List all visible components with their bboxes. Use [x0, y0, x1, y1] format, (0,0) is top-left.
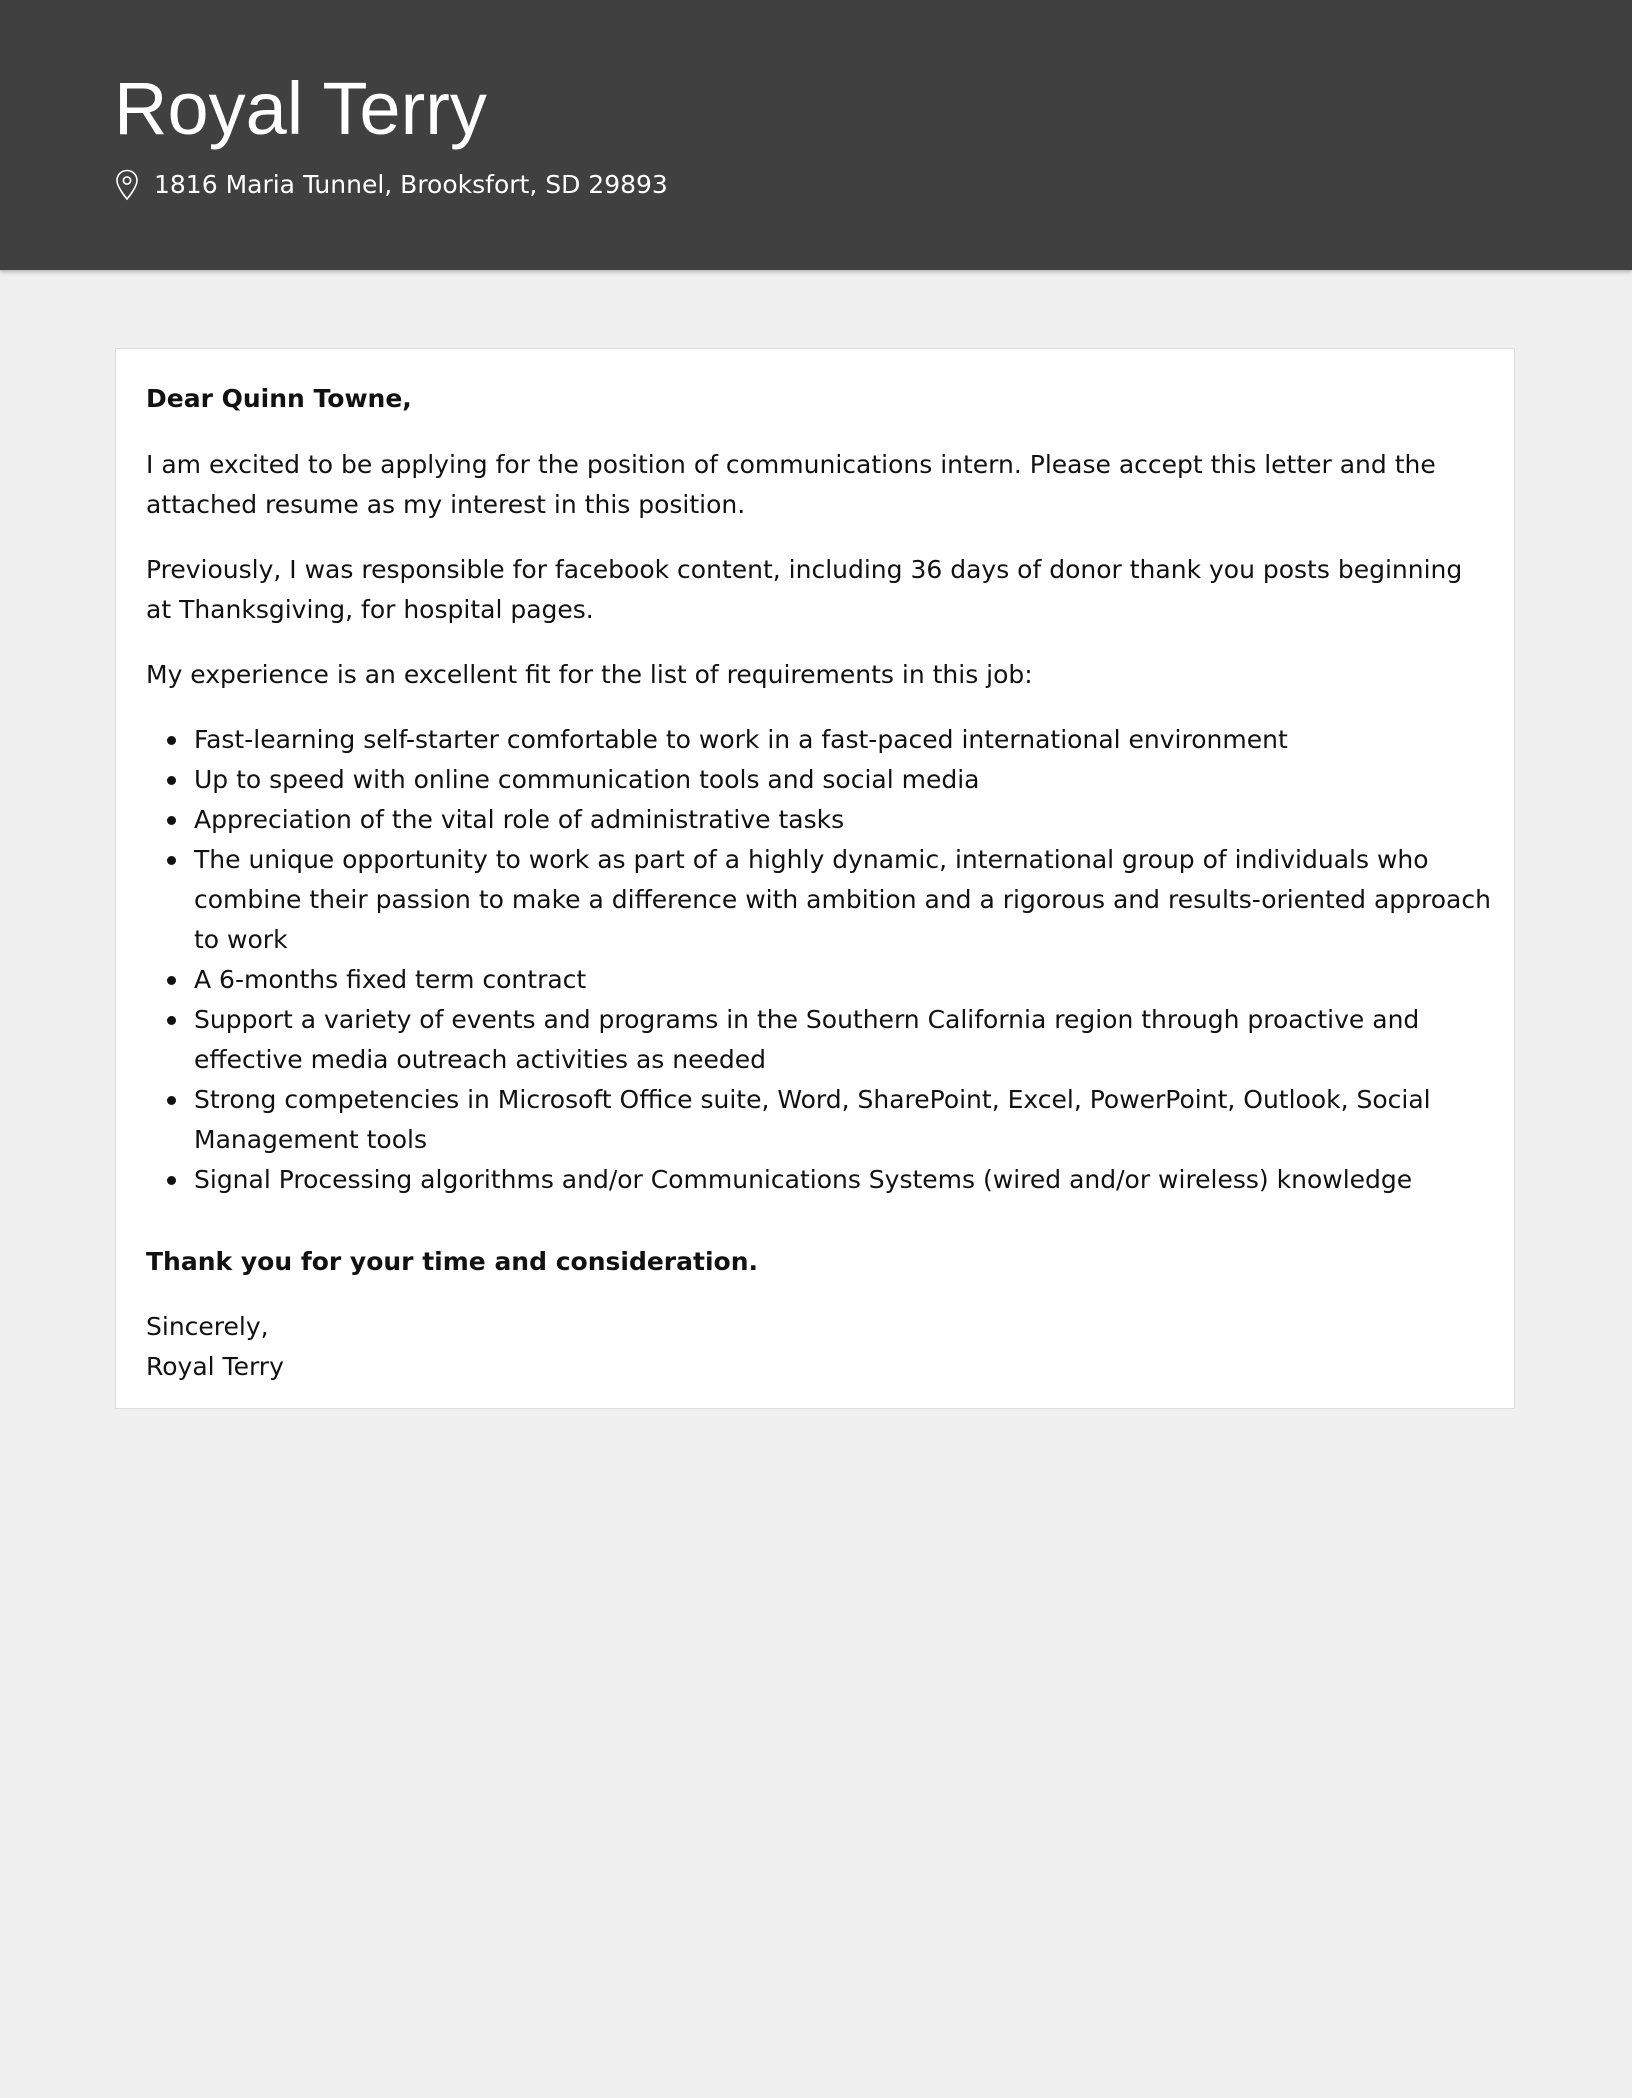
salutation: Dear Quinn Towne,	[146, 384, 412, 413]
map-pin-icon	[114, 169, 140, 201]
address-line	[114, 164, 668, 206]
applicant-name: Royal Terry	[114, 67, 487, 150]
sign-off: Sincerely,	[146, 1312, 269, 1341]
requirements-intro: My experience is an excellent fit for the list of requirements in this job:	[146, 660, 1033, 689]
letter-body	[146, 379, 1491, 1387]
closing-line: Thank you for your time and consideration.	[146, 1247, 758, 1276]
address-text: 1816 Maria Tunnel, Brooksfort, SD 29893	[154, 170, 668, 199]
list-item: Up to speed with online communication tools and social media	[194, 760, 1491, 800]
header-banner	[0, 0, 1632, 270]
sign-off-block	[146, 1307, 1491, 1387]
signature-name: Royal Terry	[146, 1352, 284, 1381]
list-item: The unique opportunity to work as part of a highly dynamic, international group of individuals who combine their passion to make a difference with ambition and a rigorous and results-oriented approach to work	[194, 840, 1491, 960]
list-item: Support a variety of events and programs in the Southern California region through proactive and effective media outreach activities as needed	[194, 1000, 1491, 1080]
list-item: Strong competencies in Microsoft Office suite, Word, SharePoint, Excel, PowerPoint, Outlook, Social Management tools	[194, 1080, 1491, 1160]
requirements-list	[146, 720, 1491, 1200]
list-item: Appreciation of the vital role of administrative tasks	[194, 800, 1491, 840]
cover-letter-card	[115, 348, 1515, 1409]
list-item: A 6-months fixed term contract	[194, 960, 1491, 1000]
intro-paragraph: I am excited to be applying for the position of communications intern. Please accept this letter and the attached resume as my interest in this position.	[146, 450, 1436, 519]
list-item: Signal Processing algorithms and/or Communications Systems (wired and/or wireless) knowledge	[194, 1160, 1491, 1200]
list-item: Fast-learning self-starter comfortable to work in a fast-paced international environment	[194, 720, 1491, 760]
experience-paragraph: Previously, I was responsible for facebook content, including 36 days of donor thank you posts beginning at Thanksgiving, for hospital pages.	[146, 555, 1463, 624]
